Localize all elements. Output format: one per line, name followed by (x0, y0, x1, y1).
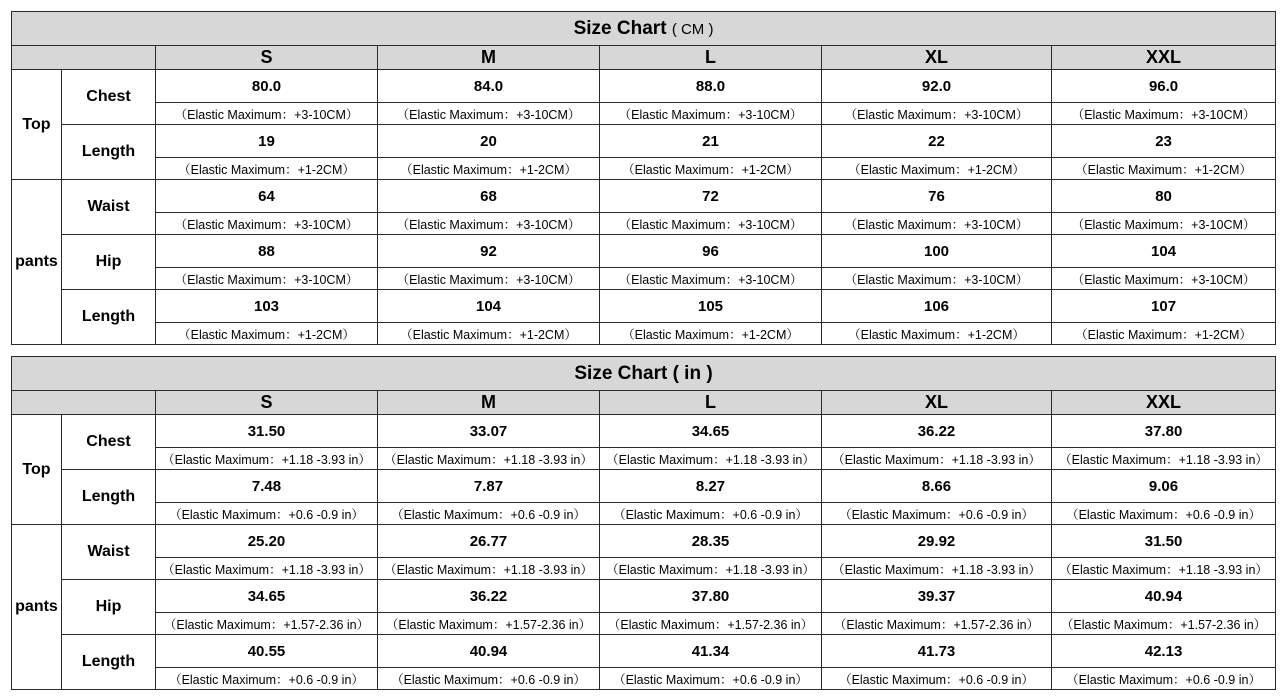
group-label-top: Top (12, 70, 62, 180)
measurement-label: Length (62, 125, 156, 180)
size-value: 80 (1052, 180, 1276, 213)
size-value: 92 (378, 235, 600, 268)
size-header: XL (822, 46, 1052, 70)
size-value: 76 (822, 180, 1052, 213)
elastic-note: （Elastic Maximum：+1.18 -3.93 in） (156, 448, 378, 470)
size-value: 41.34 (600, 635, 822, 668)
group-label-pants: pants (12, 525, 62, 690)
header-blank (12, 391, 156, 415)
size-chart-cm-body (12, 12, 1276, 345)
title-row (12, 12, 1276, 46)
elastic-note: （Elastic Maximum：+0.6 -0.9 in） (822, 668, 1052, 690)
note-row (12, 213, 1276, 235)
size-value: 88 (156, 235, 378, 268)
elastic-note: （Elastic Maximum：+1-2CM） (156, 158, 378, 180)
size-value: 72 (600, 180, 822, 213)
note-row (12, 158, 1276, 180)
size-value: 37.80 (600, 580, 822, 613)
size-header-row (12, 391, 1276, 415)
elastic-note: （Elastic Maximum：+0.6 -0.9 in） (156, 668, 378, 690)
size-value: 41.73 (822, 635, 1052, 668)
size-value: 19 (156, 125, 378, 158)
elastic-note: （Elastic Maximum：+1.57-2.36 in） (822, 613, 1052, 635)
size-value: 103 (156, 290, 378, 323)
elastic-note: （Elastic Maximum：+3-10CM） (156, 268, 378, 290)
elastic-note: （Elastic Maximum：+1-2CM） (1052, 158, 1276, 180)
size-value: 29.92 (822, 525, 1052, 558)
header-blank (12, 46, 156, 70)
note-row (12, 503, 1276, 525)
size-value: 40.55 (156, 635, 378, 668)
size-value: 9.06 (1052, 470, 1276, 503)
elastic-note: （Elastic Maximum：+1.18 -3.93 in） (600, 448, 822, 470)
elastic-note: （Elastic Maximum：+3-10CM） (600, 103, 822, 125)
measurement-row (12, 415, 1276, 448)
note-row (12, 268, 1276, 290)
elastic-note: （Elastic Maximum：+3-10CM） (600, 268, 822, 290)
measurement-label: Hip (62, 580, 156, 635)
measurement-row (12, 180, 1276, 213)
measurement-label: Chest (62, 70, 156, 125)
size-value: 92.0 (822, 70, 1052, 103)
elastic-note: （Elastic Maximum：+1-2CM） (378, 158, 600, 180)
size-header-row (12, 46, 1276, 70)
size-value: 8.27 (600, 470, 822, 503)
elastic-note: （Elastic Maximum：+1-2CM） (378, 323, 600, 345)
elastic-note: （Elastic Maximum：+1-2CM） (600, 158, 822, 180)
elastic-note: （Elastic Maximum：+0.6 -0.9 in） (156, 503, 378, 525)
note-row (12, 613, 1276, 635)
measurement-row (12, 70, 1276, 103)
elastic-note: （Elastic Maximum：+3-10CM） (156, 213, 378, 235)
size-value: 40.94 (1052, 580, 1276, 613)
elastic-note: （Elastic Maximum：+1-2CM） (822, 158, 1052, 180)
size-value: 37.80 (1052, 415, 1276, 448)
elastic-note: （Elastic Maximum：+1.18 -3.93 in） (822, 558, 1052, 580)
elastic-note: （Elastic Maximum：+3-10CM） (822, 213, 1052, 235)
note-row (12, 323, 1276, 345)
size-chart-in (11, 356, 1276, 690)
elastic-note: （Elastic Maximum：+1.18 -3.93 in） (1052, 448, 1276, 470)
elastic-note: （Elastic Maximum：+0.6 -0.9 in） (822, 503, 1052, 525)
size-value: 88.0 (600, 70, 822, 103)
size-value: 26.77 (378, 525, 600, 558)
note-row (12, 668, 1276, 690)
size-value: 34.65 (600, 415, 822, 448)
note-row (12, 448, 1276, 470)
size-value: 36.22 (822, 415, 1052, 448)
elastic-note: （Elastic Maximum：+3-10CM） (378, 268, 600, 290)
size-value: 96.0 (1052, 70, 1276, 103)
elastic-note: （Elastic Maximum：+1.18 -3.93 in） (156, 558, 378, 580)
measurement-label: Waist (62, 180, 156, 235)
elastic-note: （Elastic Maximum：+1-2CM） (600, 323, 822, 345)
size-value: 28.35 (600, 525, 822, 558)
size-value: 68 (378, 180, 600, 213)
size-value: 31.50 (156, 415, 378, 448)
measurement-label: Chest (62, 415, 156, 470)
elastic-note: （Elastic Maximum：+3-10CM） (378, 103, 600, 125)
size-value: 8.66 (822, 470, 1052, 503)
elastic-note: （Elastic Maximum：+1.18 -3.93 in） (378, 558, 600, 580)
measurement-row (12, 580, 1276, 613)
size-value: 80.0 (156, 70, 378, 103)
title-row (12, 357, 1276, 391)
size-chart-in-body (12, 357, 1276, 690)
measurement-label: Length (62, 290, 156, 345)
elastic-note: （Elastic Maximum：+1.57-2.36 in） (600, 613, 822, 635)
elastic-note: （Elastic Maximum：+1-2CM） (156, 323, 378, 345)
size-value: 104 (1052, 235, 1276, 268)
chart-title: Size Chart ( in ) (12, 357, 1276, 391)
size-header: M (378, 391, 600, 415)
size-value: 33.07 (378, 415, 600, 448)
size-header: L (600, 391, 822, 415)
elastic-note: （Elastic Maximum：+1-2CM） (1052, 323, 1276, 345)
size-value: 42.13 (1052, 635, 1276, 668)
size-value: 106 (822, 290, 1052, 323)
elastic-note: （Elastic Maximum：+1.57-2.36 in） (1052, 613, 1276, 635)
size-header: L (600, 46, 822, 70)
chart-unit: ( CM ) (671, 20, 714, 38)
size-value: 96 (600, 235, 822, 268)
elastic-note: （Elastic Maximum：+3-10CM） (822, 268, 1052, 290)
measurement-row (12, 525, 1276, 558)
size-value: 104 (378, 290, 600, 323)
elastic-note: （Elastic Maximum：+3-10CM） (822, 103, 1052, 125)
size-header: M (378, 46, 600, 70)
elastic-note: （Elastic Maximum：+3-10CM） (156, 103, 378, 125)
size-value: 39.37 (822, 580, 1052, 613)
elastic-note: （Elastic Maximum：+1.18 -3.93 in） (378, 448, 600, 470)
elastic-note: （Elastic Maximum：+1.18 -3.93 in） (600, 558, 822, 580)
chart-title-text: Size Chart (573, 17, 667, 39)
elastic-note: （Elastic Maximum：+0.6 -0.9 in） (378, 668, 600, 690)
size-value: 20 (378, 125, 600, 158)
elastic-note: （Elastic Maximum：+0.6 -0.9 in） (600, 668, 822, 690)
size-value: 23 (1052, 125, 1276, 158)
measurement-row (12, 470, 1276, 503)
group-label-pants: pants (12, 180, 62, 345)
elastic-note: （Elastic Maximum：+1.57-2.36 in） (156, 613, 378, 635)
size-value: 64 (156, 180, 378, 213)
measurement-row (12, 635, 1276, 668)
size-value: 100 (822, 235, 1052, 268)
elastic-note: （Elastic Maximum：+1.57-2.36 in） (378, 613, 600, 635)
group-label-top: Top (12, 415, 62, 525)
measurement-row (12, 235, 1276, 268)
size-value: 34.65 (156, 580, 378, 613)
elastic-note: （Elastic Maximum：+1.18 -3.93 in） (822, 448, 1052, 470)
elastic-note: （Elastic Maximum：+0.6 -0.9 in） (600, 503, 822, 525)
measurement-label: Hip (62, 235, 156, 290)
elastic-note: （Elastic Maximum：+0.6 -0.9 in） (1052, 668, 1276, 690)
elastic-note: （Elastic Maximum：+3-10CM） (1052, 268, 1276, 290)
size-value: 22 (822, 125, 1052, 158)
elastic-note: （Elastic Maximum：+3-10CM） (600, 213, 822, 235)
size-header: XXL (1052, 46, 1276, 70)
elastic-note: （Elastic Maximum：+3-10CM） (1052, 213, 1276, 235)
elastic-note: （Elastic Maximum：+0.6 -0.9 in） (1052, 503, 1276, 525)
size-value: 84.0 (378, 70, 600, 103)
size-value: 31.50 (1052, 525, 1276, 558)
measurement-label: Waist (62, 525, 156, 580)
elastic-note: （Elastic Maximum：+3-10CM） (378, 213, 600, 235)
size-header: XL (822, 391, 1052, 415)
size-value: 36.22 (378, 580, 600, 613)
size-header: XXL (1052, 391, 1276, 415)
measurement-label: Length (62, 470, 156, 525)
size-value: 7.48 (156, 470, 378, 503)
elastic-note: （Elastic Maximum：+1.18 -3.93 in） (1052, 558, 1276, 580)
size-value: 7.87 (378, 470, 600, 503)
elastic-note: （Elastic Maximum：+3-10CM） (1052, 103, 1276, 125)
size-value: 21 (600, 125, 822, 158)
measurement-row (12, 290, 1276, 323)
size-value: 25.20 (156, 525, 378, 558)
size-header: S (156, 391, 378, 415)
note-row (12, 103, 1276, 125)
measurement-label: Length (62, 635, 156, 690)
size-value: 40.94 (378, 635, 600, 668)
elastic-note: （Elastic Maximum：+0.6 -0.9 in） (378, 503, 600, 525)
size-chart-cm (11, 11, 1276, 345)
elastic-note: （Elastic Maximum：+1-2CM） (822, 323, 1052, 345)
chart-title (12, 12, 1276, 46)
size-value: 105 (600, 290, 822, 323)
size-header: S (156, 46, 378, 70)
measurement-row (12, 125, 1276, 158)
note-row (12, 558, 1276, 580)
size-value: 107 (1052, 290, 1276, 323)
